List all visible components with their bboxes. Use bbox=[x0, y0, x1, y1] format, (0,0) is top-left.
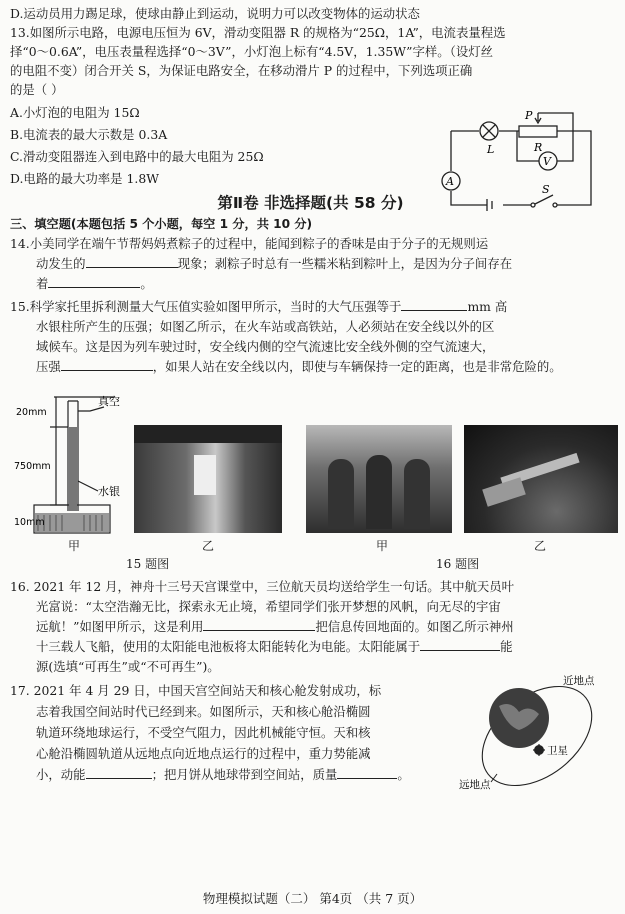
q14-line-1: 14.小美同学在端午节帮妈妈煮粽子的过程中，能闻到粽子的香味是由于分子的无规则运 bbox=[10, 236, 489, 251]
label-vacuum: 真空 bbox=[98, 395, 120, 408]
q17-blank-2[interactable] bbox=[337, 765, 397, 779]
q16-line-4-text-b: 能 bbox=[500, 639, 513, 654]
q14-line-3-text-a: 着 bbox=[36, 276, 49, 291]
q14-line-3 bbox=[10, 274, 611, 294]
q17-line-5-text-b: ；把月饼从地球带到空间站，质量 bbox=[151, 767, 338, 782]
question-14 bbox=[10, 234, 611, 294]
q14-line-2 bbox=[10, 254, 611, 274]
q13-option-c: C.滑动变阻器连入到电路中的最大电阻为 25Ω bbox=[10, 149, 264, 164]
q16-line-5: 源(选填“可再生”或“不可再生”)。 bbox=[36, 659, 220, 674]
q15-line-2: 水银柱所产生的压强；如图乙所示，在火车站或高铁站，人必须站在安全线以外的区 bbox=[36, 319, 495, 334]
question-16 bbox=[10, 577, 611, 677]
label-near-point: 近地点 bbox=[563, 675, 595, 687]
circuit-label-p: P bbox=[525, 109, 533, 122]
fig16-caption-yi: 乙 bbox=[534, 539, 547, 553]
circuit-label-r: R bbox=[534, 141, 543, 154]
q16-line-2: 光富说：“太空浩瀚无比，探索永无止境，希望同学们张开梦想的风帆，向无尽的宇宙 bbox=[36, 599, 501, 614]
q16-line-4 bbox=[10, 637, 611, 657]
question-17 bbox=[10, 675, 611, 791]
q17-line-2: 志着我国空间站时代已经到来。如图所示，天和核心舱沿椭圆 bbox=[36, 704, 371, 719]
q16-line-4-text-a: 十三载人飞船，使用的太阳能电池板将太阳能转化为电能。太阳能属于 bbox=[36, 639, 421, 654]
voltmeter-symbol: V bbox=[543, 155, 551, 168]
q16-blank-1[interactable] bbox=[203, 617, 315, 631]
fig15-title: 15 题图 bbox=[126, 557, 170, 571]
fig15-caption-jia: 甲 bbox=[68, 539, 81, 553]
q15-line-1 bbox=[10, 297, 611, 317]
part3-title: 三、填空题(本题包括 5 个小题，每空 1 分，共 10 分) bbox=[10, 217, 313, 231]
section-title: 第Ⅱ卷 非选择题(共 58 分) bbox=[217, 194, 404, 212]
q13-option-b: B.电流表的最大示数是 0.3A bbox=[10, 127, 168, 142]
label-satellite: 卫星 bbox=[547, 745, 568, 757]
circuit-diagram bbox=[439, 109, 605, 213]
q15-line-1-text-a: 15.科学家托里拆利测量大气压值实验如图甲所示，当时的大气压强等于 bbox=[10, 299, 402, 314]
orbit-diagram bbox=[459, 674, 609, 792]
q17-line-4: 心舱沿椭圆轨道从远地点向近地点运行的过程中，重力势能减 bbox=[36, 746, 371, 761]
q17-line-1: 17. 2021 年 4 月 29 日，中国天宫空间站天和核心舱发射成功，标 bbox=[10, 683, 382, 698]
q13-option-a: A.小灯泡的电阻为 15Ω bbox=[10, 105, 140, 120]
q17-line-3: 轨道环绕地球运行，不受空气阻力，因此机械能守恒。天和核 bbox=[36, 725, 371, 740]
q14-blank-2[interactable] bbox=[48, 274, 140, 288]
label-10mm: 10mm bbox=[14, 517, 45, 528]
q16-line-1: 16. 2021 年 12 月，神舟十三号天宫课堂中，三位航天员均送给学生一句话。其中航天员叶 bbox=[10, 579, 515, 594]
q13-stem-line-1: 13.如图所示电路，电源电压恒为 6V，滑动变阻器 R 的规格为“25Ω，1A”，电流表量程选 bbox=[10, 25, 506, 40]
q16-line-3-text-a: 远航！”如图甲所示，这是利用 bbox=[36, 619, 204, 634]
q17-blank-1[interactable] bbox=[86, 765, 152, 779]
astronauts-photo bbox=[306, 425, 452, 533]
q12-option-d: D.运动员用力踢足球，使球由静止到运动，说明力可以改变物体的运动状态 bbox=[10, 6, 420, 21]
q16-line-3-text-b: 把信息传回地面的。如图乙所示神州 bbox=[315, 619, 514, 634]
q13-stem-line-3: 的电阻不变）闭合开关 S，为保证电路安全，在移动滑片 P 的过程中，下列选项正确 bbox=[10, 63, 473, 78]
q15-line-4 bbox=[10, 357, 611, 377]
torricelli-diagram bbox=[14, 387, 134, 537]
q15-line-4-text-a: 压强 bbox=[36, 359, 61, 374]
figures-row bbox=[10, 377, 611, 573]
q14-line-2-text-b: 现象；剥粽子时总有一些糯米粘到粽叶上，是因为分子间存在 bbox=[177, 256, 513, 271]
q14-line-3-text-b: 。 bbox=[140, 276, 153, 291]
spacecraft-photo bbox=[464, 425, 618, 533]
q13-stem-line-4: 的是（ ） bbox=[10, 82, 64, 97]
label-750mm: 750mm bbox=[14, 461, 51, 472]
q15-blank-2[interactable] bbox=[61, 357, 153, 371]
fig16-caption-jia: 甲 bbox=[376, 539, 389, 553]
label-20mm: 20mm bbox=[16, 407, 47, 418]
label-far-point: 远地点 bbox=[459, 779, 491, 791]
circuit-label-s: S bbox=[542, 183, 550, 196]
q15-line-4-text-b: ，如果人站在安全线以内，即使与车辆保持一定的距离，也是非常危险的。 bbox=[152, 359, 562, 374]
q14-line-2-text-a: 动发生的 bbox=[36, 256, 86, 271]
fig16-title: 16 题图 bbox=[436, 557, 480, 571]
q14-blank-1[interactable] bbox=[86, 254, 178, 268]
q15-line-3: 域候车。这是因为列车驶过时，安全线内侧的空气流速比安全线外侧的空气流速大， bbox=[36, 339, 495, 354]
q15-blank-1[interactable] bbox=[401, 297, 467, 311]
circuit-label-l: L bbox=[487, 143, 495, 156]
q16-line-3 bbox=[10, 617, 611, 637]
q17-line-5-text-c: 。 bbox=[397, 767, 410, 782]
q15-line-1-text-b: mm 高 bbox=[467, 299, 508, 314]
page-footer: 物理模拟试题（二） 第4页 （共 7 页） bbox=[202, 891, 423, 906]
q13-stem-line-2: 择“0～0.6A”，电压表量程选择“0～3V”，小灯泡上标有“4.5V，1.35W”字样。（设灯丝 bbox=[10, 44, 494, 59]
q17-line-5-text-a: 小，动能 bbox=[36, 767, 86, 782]
ammeter-symbol: A bbox=[446, 175, 454, 188]
question-13 bbox=[10, 23, 611, 196]
fig15-caption-yi: 乙 bbox=[202, 539, 215, 553]
train-station-photo bbox=[134, 425, 282, 533]
q16-blank-2[interactable] bbox=[420, 637, 500, 651]
label-mercury: 水银 bbox=[98, 485, 120, 498]
q13-option-d: D.电路的最大功率是 1.8W bbox=[10, 171, 159, 186]
question-15 bbox=[10, 297, 611, 377]
